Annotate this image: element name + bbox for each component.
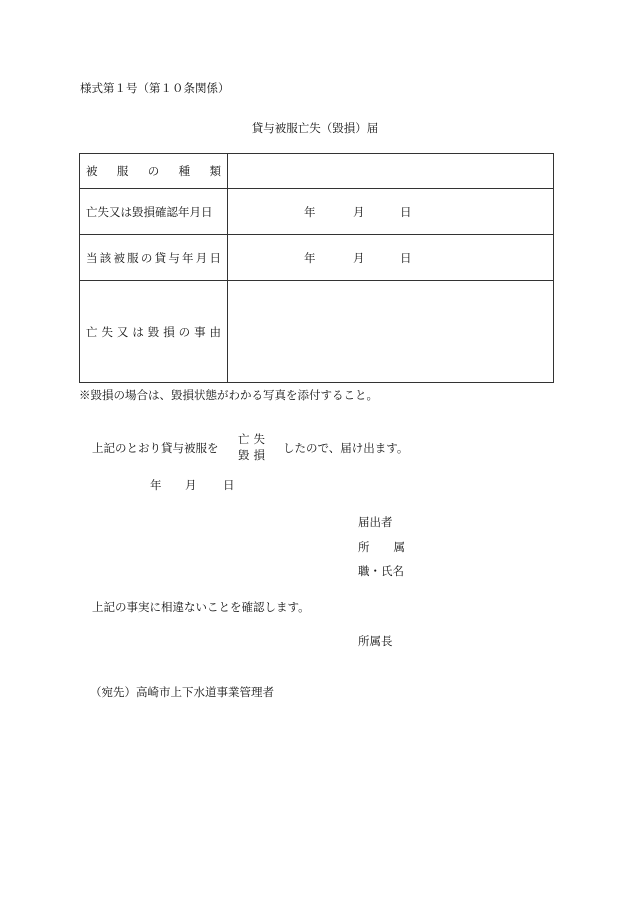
statement-prefix: 上記のとおり貸与被服を [92, 441, 219, 455]
loss-reason-label: 亡 失 又 は 毀 損 の 事 由 [80, 281, 228, 383]
loss-confirmation-date-label: 亡失又は毀損確認年月日 [80, 189, 228, 235]
title-name-label: 職・氏名 [358, 564, 404, 578]
statement-suffix: したので、届け出ます。 [283, 441, 409, 455]
clothing-type-field[interactable] [228, 154, 554, 189]
submission-date: 年 月 日 [150, 478, 235, 492]
loss-confirmation-date-field[interactable]: 年 月 日 [228, 189, 554, 235]
addressee: （宛先）高崎市上下水道事業管理者 [90, 685, 274, 699]
department-label: 所 属 [358, 540, 405, 554]
table-row [80, 154, 554, 189]
department-chief-label: 所属長 [358, 634, 393, 648]
table-row [80, 281, 554, 383]
form-title: 貸与被服亡失（毀損）届 [251, 121, 379, 135]
table-row [80, 189, 554, 235]
option-loss: 亡失 [238, 432, 269, 446]
form-number: 様式第１号（第１０条関係） [80, 81, 230, 95]
loss-reason-field[interactable] [228, 281, 554, 383]
table-row [80, 235, 554, 281]
confirmation-statement: 上記の事実に相違ないことを確認します。 [92, 600, 310, 614]
clothing-type-label: 被 服 の 種 類 [80, 154, 228, 189]
clothing-loss-table [79, 153, 554, 383]
photo-attachment-note: ※毀損の場合は、毀損状態がわかる写真を添付すること。 [79, 388, 378, 402]
option-damage: 毀損 [238, 448, 269, 462]
loss-damage-options [238, 431, 269, 463]
loan-date-label: 当 該 被 服 の 貸 与 年 月 日 [80, 235, 228, 281]
loan-date-field[interactable]: 年 月 日 [228, 235, 554, 281]
submitter-label: 届出者 [358, 515, 393, 529]
